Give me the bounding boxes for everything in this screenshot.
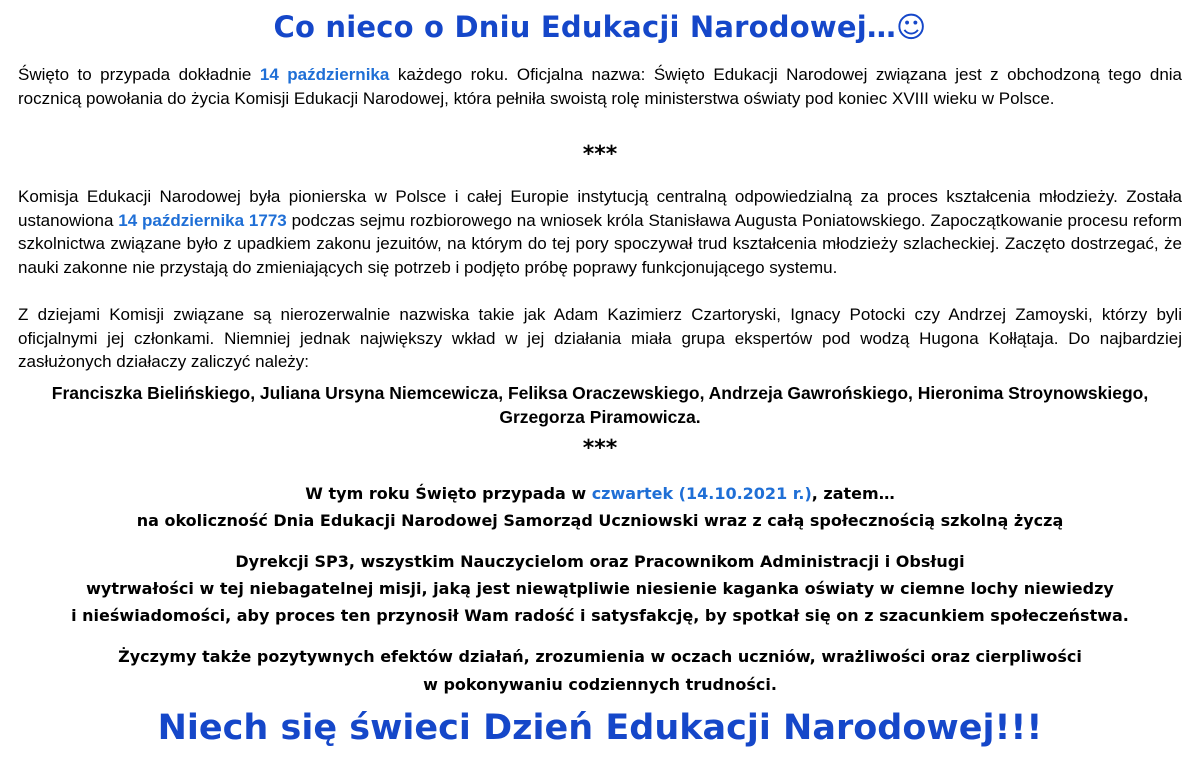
members-paragraph: Z dziejami Komisji związane są nierozerwalnie nazwiska takie jak Adam Kazimierz Czartoryski, Ignacy Potocki czy Andrzej Zamoyski, którzy byli oficjalnymi jej członkami. Niemniej jednak największy wkład w jej działania miała grupa ekspertów pod wodzą Hugona Kołłątaja. Do najbardziej zasłużonych działaczy zaliczyć należy: bbox=[18, 305, 1182, 371]
history-text-start: Komisja Edukacji Narodowej była pionierska w Polsce i całej Europie instytucją centralną odpowiedzialną za proces kształcenia młodzieży. Została ustanowiona bbox=[18, 187, 1182, 230]
wishes-block3-line1: Życzymy także pozytywnych efektów działań, zrozumienia w oczach uczniów, wrażliwości oraz cierpliwości bbox=[118, 647, 1082, 666]
wishes-line-1-start: W tym roku Święto przypada w bbox=[305, 484, 592, 503]
history-date-highlight: 14 października 1773 bbox=[118, 210, 287, 230]
intro-text-start: Święto to przypada dokładnie bbox=[18, 65, 260, 84]
section-separator: *** bbox=[582, 142, 618, 167]
closing-slogan: Niech się świeci Dzień Edukacji Narodowej!!! bbox=[157, 708, 1043, 748]
wishes-recipients: Dyrekcji SP3, wszystkim Nauczycielom oraz Pracownikom Administracji i Obsługi bbox=[235, 552, 965, 571]
intro-paragraph bbox=[18, 63, 1182, 110]
activists-names: Franciszka Bielińskiego, Juliana Ursyna Niemcewicza, Feliksa Oraczewskiego, Andrzeja Gawrońskiego, Hieronima Stroynowskiego, Grzegorza Piramowicza. bbox=[51, 383, 1149, 427]
section-separator-2: *** bbox=[582, 436, 618, 461]
history-text-end: podczas sejmu rozbiorowego na wniosek króla Stanisława Augusta Poniatowskiego. Zapoczątkowanie procesu reform szkolnictwa związane było z upadkiem zakonu jezuitów, na którym do tej pory spoczywał trud kształcenia młodzieży szlacheckiej. Zaczęto dostrzegać, że nauki zakonne nie przystają do zmieniających się potrzeb i podjęto próbę poprawy funkcjonującego systemu. bbox=[18, 210, 1182, 277]
wishes-date-highlight: czwartek (14.10.2021 r.) bbox=[591, 484, 812, 503]
wishes-block3-line2: w pokonywaniu codziennych trudności. bbox=[423, 675, 777, 694]
history-paragraph bbox=[18, 185, 1182, 279]
wishes-line-1-end: , zatem… bbox=[811, 484, 895, 503]
intro-date-highlight: 14 października bbox=[259, 65, 390, 84]
intro-text-end: każdego roku. Oficjalna nazwa: Święto Edukacji Narodowej związana jest z obchodzoną tego dnia rocznicą powołania do życia Komisji Edukacji Narodowej, która pełniła swoistą rolę ministerstwa oświaty pod koniec XVIII wieku w Polsce. bbox=[18, 65, 1183, 108]
wishes-block2-line2: wytrwałości w tej niebagatelnej misji, jaką jest niewątpliwie niesienie kaganka oświaty w ciemne lochy niewiedzy bbox=[86, 579, 1114, 598]
page-title: Co nieco o Dniu Edukacji Narodowej…☺ bbox=[273, 10, 927, 44]
wishes-line-1 bbox=[0, 481, 1200, 506]
wishes-block2-line3: i nieświadomości, aby proces ten przynosił Wam radość i satysfakcję, by spotkał się on z szacunkiem społeczeństwa. bbox=[71, 606, 1129, 625]
wishes-line-2: na okoliczność Dnia Edukacji Narodowej Samorząd Uczniowski wraz z całą społecznością szkolną życzą bbox=[136, 511, 1064, 530]
